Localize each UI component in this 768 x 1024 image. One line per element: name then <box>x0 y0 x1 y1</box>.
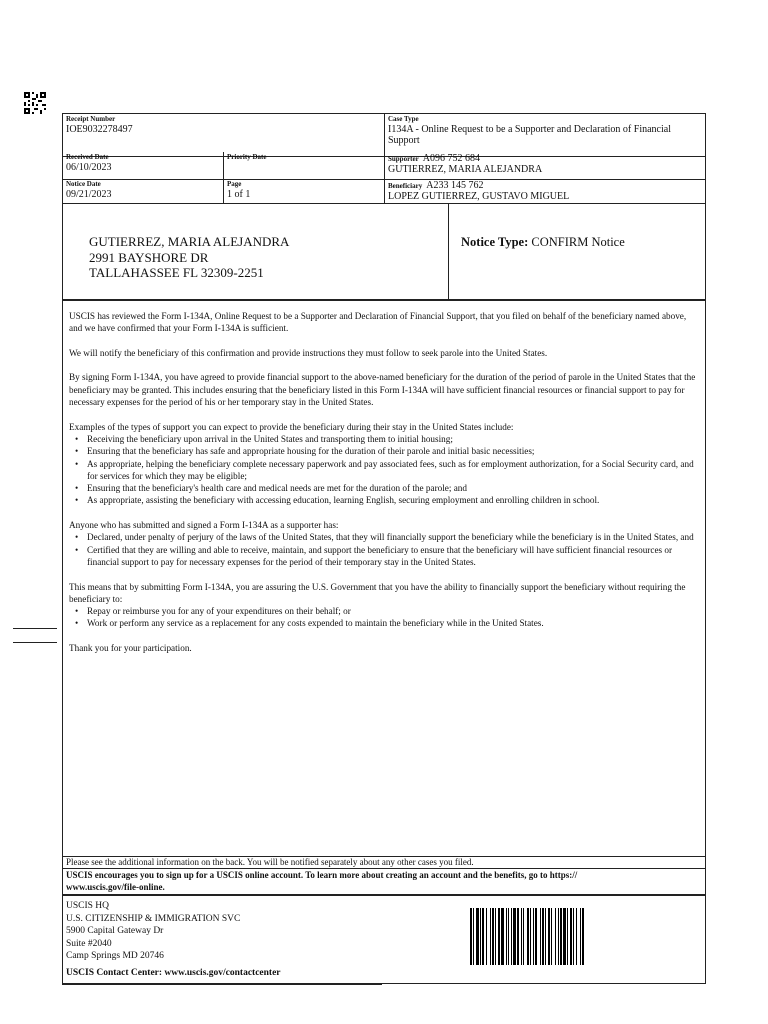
list-item: • Ensuring that the beneficiary's health care and medical needs are met for the duration of the parole; and <box>75 483 467 494</box>
body-paragraph: By signing Form I-134A, you have agreed to provide financial support to the above-named beneficiary for the duration of the period of parole in the United States that the beneficiary may be granted. This includes ensuring that the beneficiary listed in this Form I-134A will have sufficient financial resources or financial support to pay for necessary expenses for the period of his or her temporary stay in the United States. <box>69 372 696 408</box>
notice-date-label: Notice Date <box>66 180 101 188</box>
means-list <box>69 605 699 630</box>
address-block <box>62 204 706 300</box>
notice-date: 09/21/2023 <box>66 189 112 200</box>
supporter-cell <box>385 152 705 180</box>
priority-date-cell <box>224 152 385 180</box>
page-label: Page <box>227 180 242 188</box>
beneficiary-name: LOPEZ GUTIERREZ, GUSTAVO MIGUEL <box>388 191 570 202</box>
receipt-number-cell <box>63 114 385 157</box>
list-item: • As appropriate, helping the beneficiary complete necessary paperwork and pay associated fees, such as for employment authorization, for a Social Security card, and for services for which they may be eligible; <box>75 458 694 481</box>
qr-code <box>24 92 46 114</box>
office-line: USCIS HQ <box>66 901 110 911</box>
footer-note: Please see the additional information on the back. You will be notified separately about any other cases you filed. <box>62 856 706 869</box>
barcode-icon <box>470 908 635 965</box>
address-divider <box>448 204 449 299</box>
bottom-rule <box>62 984 382 985</box>
received-date-label: Received Date <box>66 153 109 161</box>
supporter-label: Supporter <box>388 155 419 163</box>
examples-list <box>69 433 699 507</box>
list-item: • Receiving the beneficiary upon arrival in the United States and transporting them to initial housing; <box>75 433 453 444</box>
case-type: I134A - Online Request to be a Supporter and Declaration of Financial Support <box>388 124 671 146</box>
office-line: Camp Springs MD 20746 <box>66 951 164 961</box>
page-cell <box>224 179 385 204</box>
addressee-street: 2991 BAYSHORE DR <box>89 249 209 265</box>
office-block <box>62 896 706 984</box>
contact-center: USCIS Contact Center: www.uscis.gov/contactcenter <box>66 968 281 978</box>
case-type-label: Case Type <box>388 115 419 123</box>
notice-date-cell <box>63 179 224 204</box>
thanks-line: Thank you for your participation. <box>69 643 192 654</box>
margin-mark <box>13 642 57 643</box>
body-paragraph: USCIS has reviewed the Form I-134A, Online Request to be a Supporter and Declaration of Financial Support, that you filed on behalf of the beneficiary named above, and we have confirmed that your Form I-134A is sufficient. <box>69 311 687 334</box>
addressee-city: TALLAHASSEE FL 32309-2251 <box>89 265 264 280</box>
supporter-list <box>69 531 699 568</box>
addressee-name: GUTIERREZ, MARIA ALEJANDRA <box>89 234 290 249</box>
receipt-number: IOE9032278497 <box>66 124 133 135</box>
body-paragraph: We will notify the beneficiary of this confirmation and provide instructions they must follow to seek parole into the United States. <box>69 347 548 358</box>
list-item: • Repay or reimburse you for any of your expenditures on their behalf; or <box>75 606 351 617</box>
list-item: • Certified that they are willing and able to receive, maintain, and support the beneficiary to ensure that the beneficiary will have sufficient financial resources or financial support to pay for necessary expenses for the period of their temporary stay in the United States. <box>75 544 673 567</box>
list-item: • Work or perform any service as a replacement for any costs expended to maintain the beneficiary while in the United States. <box>75 618 544 629</box>
notice-type-value: CONFIRM Notice <box>531 235 625 249</box>
beneficiary-label: Beneficiary <box>388 182 423 190</box>
notice-type <box>461 235 625 250</box>
list-item: • Declared, under penalty of perjury of the laws of the United States, that they will financially support the beneficiary while the beneficiary is in the United States, and <box>75 532 694 543</box>
beneficiary-cell <box>385 179 705 204</box>
supporter-a-number: A096 752 684 <box>422 153 480 164</box>
office-line: U.S. CITIZENSHIP & IMMIGRATION SVC <box>66 913 241 924</box>
margin-mark <box>13 628 57 629</box>
means-intro: This means that by submitting Form I-134A, you are assuring the U.S. Government that you have the ability to financially support the beneficiary without requiring the beneficiary to: <box>69 581 686 604</box>
online-account-line: USCIS encourages you to sign up for a USCIS online account. To learn more about creating an account and the benefits, go to https:// <box>66 870 578 880</box>
priority-date-label: Priority Date <box>227 153 267 161</box>
beneficiary-a-number: A233 145 762 <box>426 180 484 191</box>
receipt-number-label: Receipt Number <box>66 115 116 123</box>
notice-body <box>62 300 706 856</box>
page-number: 1 of 1 <box>227 189 251 200</box>
office-address <box>66 900 240 963</box>
supporter-name: GUTIERREZ, MARIA ALEJANDRA <box>388 164 543 175</box>
received-date: 06/10/2023 <box>66 162 112 173</box>
notice-type-label: Notice Type: <box>461 235 529 249</box>
online-account-notice <box>62 869 706 896</box>
online-account-link: www.uscis.gov/file-online. <box>66 881 165 892</box>
office-line: 5900 Capital Gateway Dr <box>66 926 164 936</box>
case-type-cell <box>385 114 705 157</box>
list-item: • As appropriate, assisting the beneficiary with accessing education, learning English, securing employment and enrolling children in school. <box>75 495 600 506</box>
supporter-intro: Anyone who has submitted and signed a Form I-134A as a supporter has: <box>69 520 339 531</box>
received-date-cell <box>63 152 224 180</box>
office-line: Suite #2040 <box>66 938 112 949</box>
mailing-address <box>89 234 289 281</box>
list-item: • Ensuring that the beneficiary has safe and appropriate housing for the duration of their parole and initial basic necessities; <box>75 446 535 457</box>
examples-intro: Examples of the types of support you can expect to provide the beneficiary during their stay in the United States include: <box>69 421 514 432</box>
case-header <box>62 113 706 204</box>
